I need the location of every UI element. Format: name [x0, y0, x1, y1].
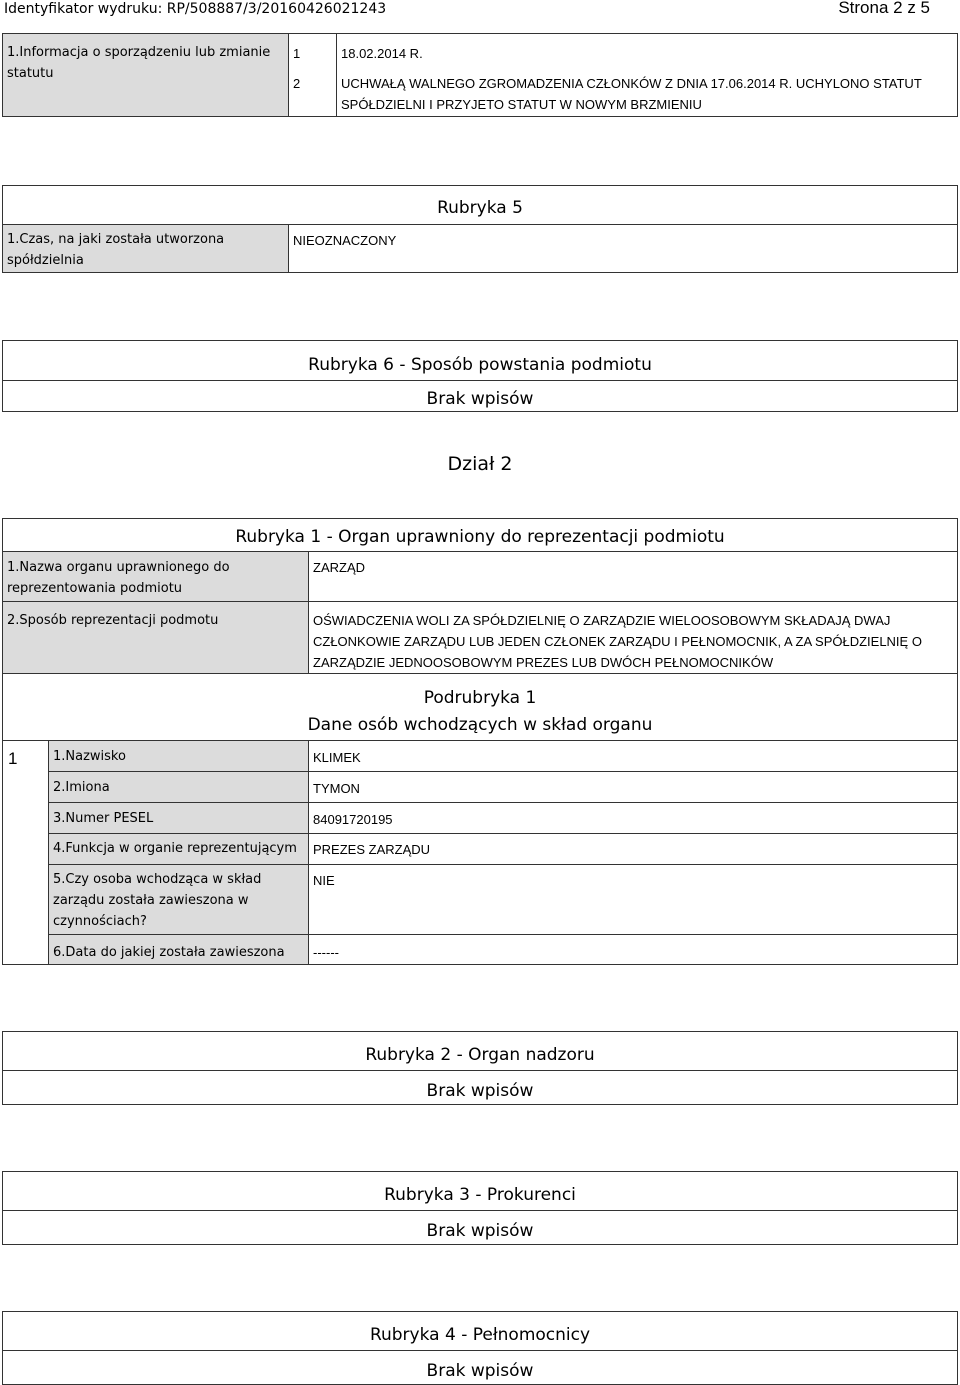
podrubryka-1-subtitle: Dane osób wchodzących w skład organu	[307, 715, 653, 735]
field-label-suspended-until: 6.Data do jakiej została zawieszona	[53, 945, 285, 960]
field-value-surname: KLIMEK	[313, 750, 361, 765]
statute-row-num: 2	[293, 76, 301, 91]
organ-name-value: ZARZĄD	[313, 560, 365, 575]
representation-value: OŚWIADCZENIA WOLI ZA SPÓŁDZIELNIĘ O ZARZĄDZIE WIELOOSOBOWYM SKŁADAJĄ DWAJ CZŁONKOWIE ZARZĄDU LUB JEDEN CZŁONEK ZARZĄDU I PEŁNOMOCNIK, A ZA SPÓŁDZIELNIĘ O ZARZĄDZIE JEDNOOSOBOWYM PREZES LUB DWÓCH PEŁNOMOCNIKÓW	[313, 613, 922, 670]
entry-number: 1	[8, 749, 18, 768]
rubryka-1-title: Rubryka 1 - Organ uprawniony do reprezentacji podmiotu	[235, 527, 725, 547]
rubryka-4-empty: Brak wpisów	[426, 1361, 534, 1381]
field-value-suspended-until: ------	[313, 945, 339, 960]
field-label-function: 4.Funkcja w organie reprezentującym	[53, 841, 297, 856]
statute-info-section	[2, 33, 958, 117]
rubryka-4-title: Rubryka 4 - Pełnomocnicy	[369, 1325, 591, 1345]
rubryka-2-section	[2, 1031, 958, 1105]
rubryka-6-empty: Brak wpisów	[426, 389, 534, 409]
organ-name-label: 1.Nazwa organu uprawnionego do reprezentowania podmiotu	[7, 560, 230, 596]
statute-info-label: 1.Informacja o sporządzeniu lub zmianie statutu	[7, 45, 271, 81]
duration-value: NIEOZNACZONY	[293, 233, 397, 248]
rubryka-6-title: Rubryka 6 - Sposób powstania podmiotu	[308, 355, 652, 375]
field-label-names: 2.Imiona	[53, 780, 110, 795]
statute-row-text: 18.02.2014 R.	[341, 46, 423, 61]
representation-label: 2.Sposób reprezentacji podmotu	[7, 613, 219, 628]
field-label-suspended: 5.Czy osoba wchodząca w skład zarządu została zawieszona w czynnościach?	[53, 872, 262, 929]
rubryka-3-title: Rubryka 3 - Prokurenci	[384, 1185, 576, 1205]
field-label-surname: 1.Nazwisko	[53, 749, 126, 764]
rubryka-2-title: Rubryka 2 - Organ nadzoru	[365, 1045, 595, 1065]
field-value-function: PREZES ZARZĄDU	[313, 842, 431, 857]
field-value-pesel: 84091720195	[313, 812, 393, 827]
podrubryka-1-section	[2, 673, 958, 965]
field-value-suspended: NIE	[313, 873, 335, 888]
page-number: Strona 2 z 5	[838, 0, 930, 17]
podrubryka-1-title: Podrubryka 1	[423, 688, 537, 708]
dzial-2-title: Dział 2	[447, 453, 513, 475]
rubryka-2-empty: Brak wpisów	[426, 1081, 534, 1101]
rubryka-5-title: Rubryka 5	[437, 198, 523, 218]
field-label-pesel: 3.Numer PESEL	[53, 811, 154, 826]
rubryka-4-section	[2, 1311, 958, 1385]
rubryka-1-section	[2, 518, 958, 674]
statute-row-text: UCHWAŁĄ WALNEGO ZGROMADZENIA CZŁONKÓW Z DNIA 17.06.2014 R. UCHYLONO STATUT SPÓŁDZIELNI I PRZYJETO STATUT W NOWYM BRZMIENIU	[341, 76, 922, 112]
rubryka-6-section	[2, 340, 958, 412]
rubryka-3-empty: Brak wpisów	[426, 1221, 534, 1241]
rubryka-5-section	[2, 185, 958, 273]
statute-row-num: 1	[293, 46, 301, 61]
field-value-names: TYMON	[313, 781, 360, 796]
rubryka-3-section	[2, 1171, 958, 1245]
print-identifier: Identyfikator wydruku: RP/508887/3/20160426021243	[4, 1, 387, 17]
duration-label: 1.Czas, na jaki została utworzona spółdzielnia	[7, 232, 225, 268]
